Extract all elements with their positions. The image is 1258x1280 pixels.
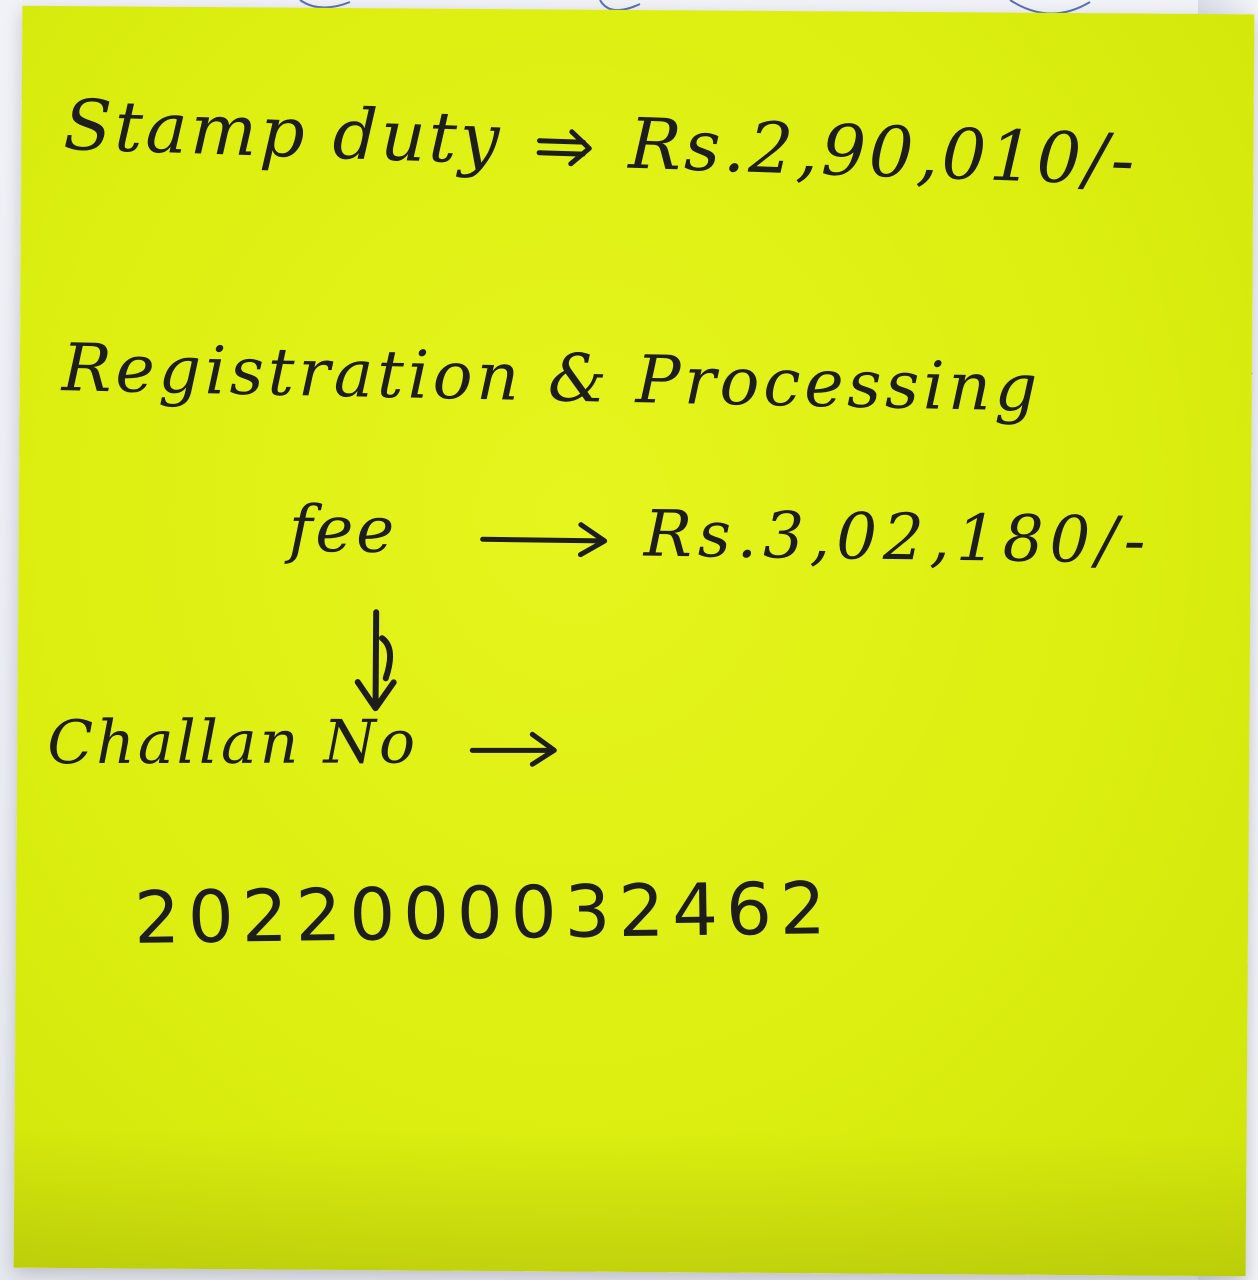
challan-label: Challan No xyxy=(47,707,419,779)
fee-label: fee xyxy=(288,492,398,569)
stamp-duty-amount: Rs.2,90,010/- xyxy=(627,102,1139,202)
right-arrow-icon xyxy=(535,127,596,169)
registration-label-line xyxy=(61,329,1042,426)
down-arrow-icon xyxy=(345,608,406,718)
stamp-duty-label: Stamp duty xyxy=(62,83,504,181)
right-arrow-icon xyxy=(470,727,560,767)
stamp-duty-line xyxy=(62,84,1138,202)
right-arrow-icon xyxy=(480,517,611,559)
sticky-note xyxy=(14,6,1255,1277)
challan-label-line xyxy=(47,707,560,778)
registration-label: Registration & Processing xyxy=(61,329,1042,427)
registration-fee-line xyxy=(288,493,1152,579)
registration-fee-amount: Rs.3,02,180/- xyxy=(643,497,1152,579)
challan-number: 2022000032462 xyxy=(133,866,835,960)
